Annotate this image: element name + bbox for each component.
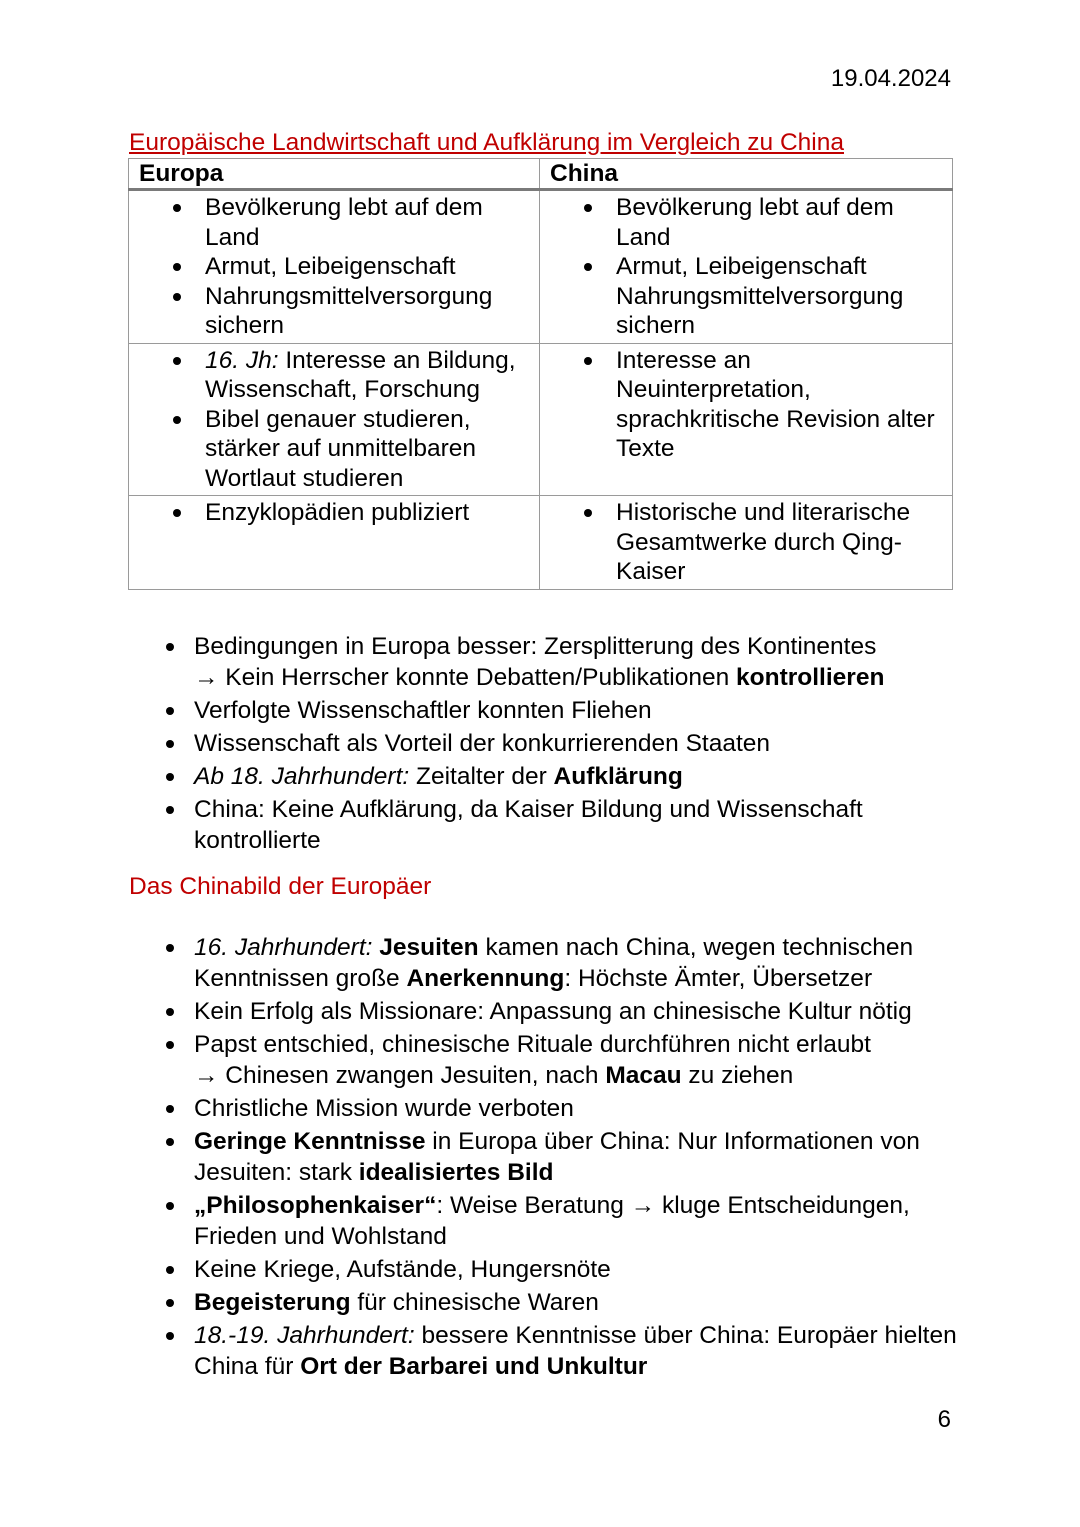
list-item: Ab 18. Jahrhundert: Zeitalter der Aufklärung (194, 761, 964, 792)
table-row (129, 343, 953, 496)
page-number: 6 (937, 1406, 951, 1433)
bullet-list-chinabild (194, 932, 964, 1384)
table-cell-europa (129, 190, 540, 344)
table-row (129, 190, 953, 344)
list-item: Historische und literarische Gesamtwerke durch Qing-Kaiser (616, 498, 944, 587)
list-item: „Philosophenkaiser“: Weise Beratung → kluge Entscheidungen, Frieden und Wohlstand (194, 1190, 964, 1252)
list-item: Wissenschaft als Vorteil der konkurrierenden Staaten (194, 728, 964, 759)
table-cell-europa (129, 343, 540, 496)
list-item: 18.-19. Jahrhundert: bessere Kenntnisse über China: Europäer hielten China für Ort der Barbarei und Unkultur (194, 1320, 964, 1382)
list-item: Begeisterung für chinesische Waren (194, 1287, 964, 1318)
list-item: Geringe Kenntnisse in Europa über China: Nur Informationen von Jesuiten: stark idealisiertes Bild (194, 1126, 964, 1188)
table-cell-china (540, 496, 953, 590)
document-date: 19.04.2024 (830, 65, 951, 92)
list-item: Verfolgte Wissenschaftler konnten Fliehen (194, 695, 964, 726)
list-item: Christliche Mission wurde verboten (194, 1093, 964, 1124)
table-row (129, 496, 953, 590)
list-item: Armut, Leibeigenschaft Nahrungsmittelversorgung sichern (616, 252, 944, 341)
comparison-table (128, 158, 953, 590)
section-heading-comparison: Europäische Landwirtschaft und Aufklärung im Vergleich zu China (129, 129, 844, 156)
list-item: Interesse an Neuinterpretation, sprachkritische Revision alter Texte (616, 346, 944, 464)
column-header-europa: Europa (129, 159, 540, 190)
list-item: Kein Erfolg als Missionare: Anpassung an chinesische Kultur nötig (194, 996, 964, 1027)
list-item: Keine Kriege, Aufstände, Hungersnöte (194, 1254, 964, 1285)
list-item: Enzyklopädien publiziert (205, 498, 531, 528)
list-item: 16. Jh: Interesse an Bildung, Wissenschaft, Forschung (205, 346, 531, 405)
list-item: Armut, Leibeigenschaft (205, 252, 531, 282)
list-item: 16. Jahrhundert: Jesuiten kamen nach China, wegen technischen Kenntnissen große Anerkennung: Höchste Ämter, Übersetzer (194, 932, 964, 994)
table-cell-china (540, 190, 953, 344)
list-item: China: Keine Aufklärung, da Kaiser Bildung und Wissenschaft kontrollierte (194, 794, 964, 856)
list-item: Papst entschied, chinesische Rituale durchführen nicht erlaubt → Chinesen zwangen Jesuiten, nach Macau zu ziehen (194, 1029, 964, 1091)
section-heading-chinabild: Das Chinabild der Europäer (129, 873, 432, 900)
list-item: Bedingungen in Europa besser: Zersplitterung des Kontinentes → Kein Herrscher konnte Debatten/Publikationen kontrollieren (194, 631, 964, 693)
column-header-china: China (540, 159, 953, 190)
bullet-list-aufklaerung (194, 631, 964, 858)
list-item: Bevölkerung lebt auf dem Land (616, 193, 944, 252)
list-item: Bibel genauer studieren, stärker auf unmittelbaren Wortlaut studieren (205, 405, 531, 494)
list-item: Nahrungsmittelversorgung sichern (205, 282, 531, 341)
list-item: Bevölkerung lebt auf dem Land (205, 193, 531, 252)
table-cell-china (540, 343, 953, 496)
table-cell-europa (129, 496, 540, 590)
table-header-row (129, 159, 953, 190)
